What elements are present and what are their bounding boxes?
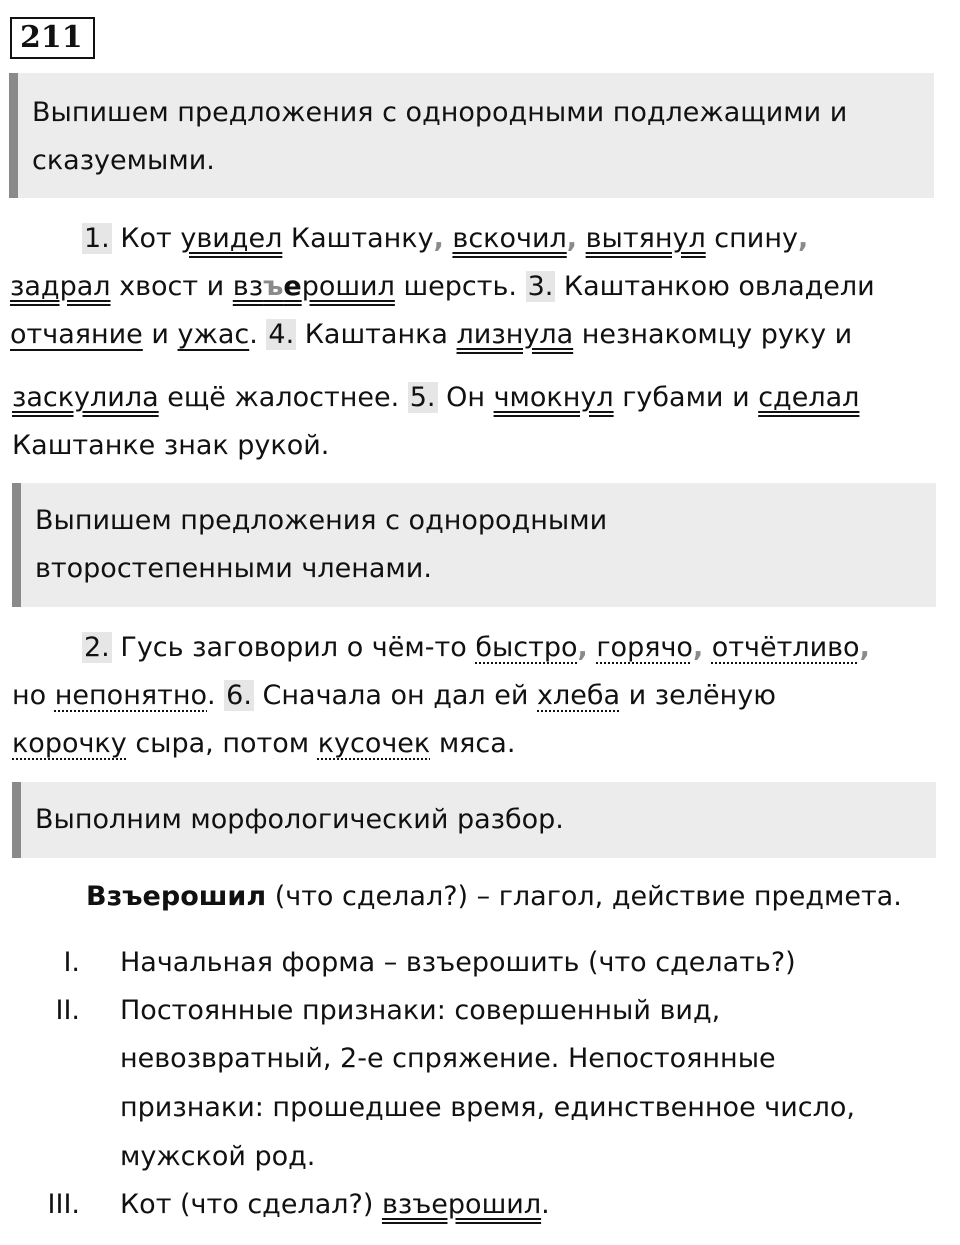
instruction-note [12,483,936,607]
predicate: задрал [10,271,111,302]
note-line: Выпишем предложения с однородными подлежащими и [32,97,848,128]
list-item: Начальная форма – взъерошить (что сделать?) [120,947,796,978]
sentence-number: 2. [84,632,110,663]
note-line: второстепенными членами. [35,553,432,584]
sentence-line: 2. Гусь заговорил о чём-то быстро, горячо, отчётливо, [84,632,870,663]
predicate: вытянул [585,223,706,254]
instruction-note [9,73,934,198]
predicate: чмокнул [493,382,614,413]
note-line: Выполним морфологический разбор. [35,804,564,835]
predicate: сделал [758,382,860,413]
list-marker: III. [47,1189,80,1220]
list-item: Постоянные признаки: совершенный вид, [120,995,721,1026]
predicate: заскулила [12,382,159,413]
sentence-line: заскулила ещё жалостнее. 5. Он чмокнул губами и сделал [12,382,860,413]
subject: отчаяние [10,319,143,350]
predicate: лизнула [456,319,574,350]
list-item-continuation: мужской род. [120,1141,316,1172]
adverbial: горячо [596,632,693,663]
list-item-continuation: невозвратный, 2-е спряжение. Непостоянные [120,1043,776,1074]
sentence-line: 1. Кот увидел Каштанку, вскочил, вытянул спину, [84,223,809,254]
object: хлеба [537,680,621,711]
list-item: Кот (что сделал?) взъерошил. [120,1189,550,1220]
sentence-number: 4. [268,319,295,350]
predicate: взъерошил [232,271,395,302]
list-marker: I. [63,947,80,978]
adverbial: отчётливо [711,632,860,663]
analysis-heading: Взъерошил (что сделал?) – глагол, действие предмета. [86,881,902,912]
sentence-line: задрал хвост и взъерошил шерсть. 3. Каштанкою овладели [10,271,875,302]
predicate: вскочил [452,223,567,254]
object: кусочек [317,728,431,759]
sentence-line: Каштанке знак рукой. [12,430,330,461]
predicate: взъерошил [381,1189,542,1220]
sentence-number: 3. [527,271,554,302]
adverbial: быстро [475,632,578,663]
sentence-line: отчаяние и ужас. 4. Каштанка лизнула незнакомцу руку и [10,319,853,350]
list-item-continuation: признаки: прошедшее время, единственное число, [120,1092,855,1123]
sentence-number: 6. [226,680,252,711]
sentence-number: 5. [409,382,436,413]
subject: ужас [177,319,250,350]
note-line: сказуемыми. [32,145,215,176]
analysis-word: Взъерошил [86,881,267,912]
list-marker: II. [55,995,80,1026]
adverbial: непонятно [54,680,207,711]
object: корочку [12,728,127,759]
sentence-line: корочку сыра, потом кусочек мяса. [12,728,516,759]
note-line: Выпишем предложения с однородными [35,505,608,536]
task-number: 211 [10,17,95,59]
sentence-number: 1. [84,223,110,254]
sentence-line: но непонятно. 6. Сначала он дал ей хлеба и зелёную [12,680,776,711]
instruction-note [12,782,936,858]
predicate: увидел [180,223,283,254]
